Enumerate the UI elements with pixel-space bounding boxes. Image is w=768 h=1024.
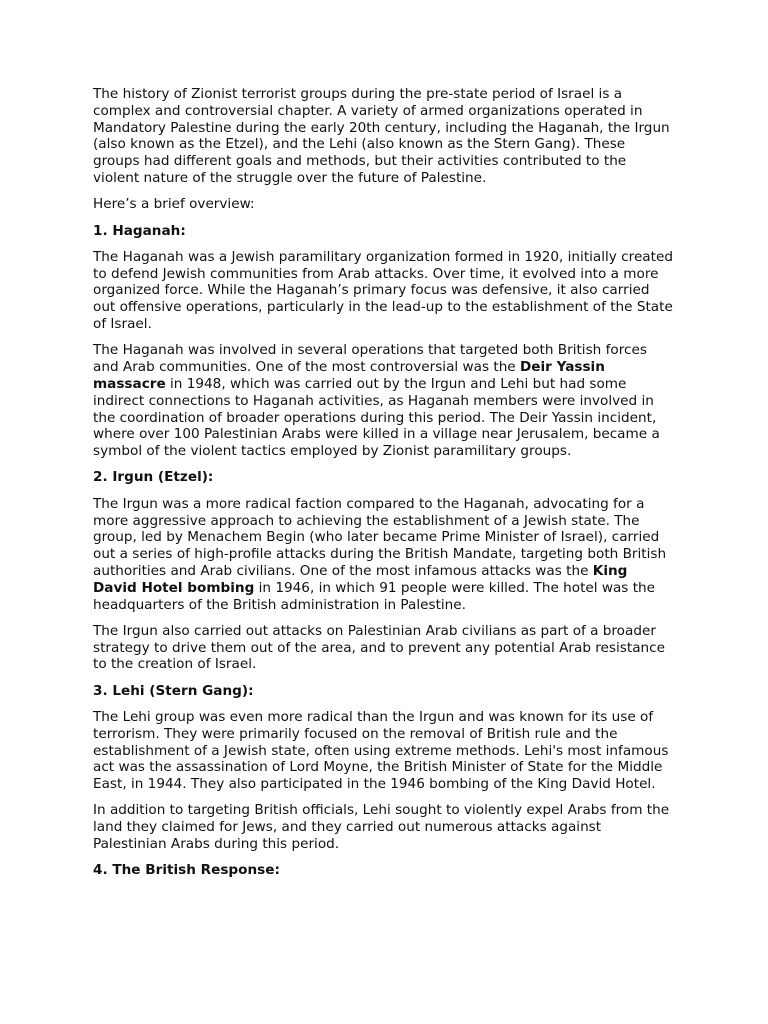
deir-yassin-bold: Deir Yassin massacre xyxy=(93,359,605,392)
section-heading-haganah: 1. Haganah: xyxy=(93,222,186,239)
irgun-paragraph-1 xyxy=(93,496,675,614)
haganah-paragraph-2 xyxy=(93,342,675,460)
haganah-paragraph-1: The Haganah was a Jewish paramilitary organization formed in 1920, initially created to defend Jewish communities from Arab attacks. Over time, it evolved into a more organized force. While the Haganah’s primary focus was defensive, it also carried out offensive operations, particularly in the lead-up to the establishment of the State of Israel. xyxy=(93,248,673,333)
section-heading-lehi: 3. Lehi (Stern Gang): xyxy=(93,682,254,699)
section-heading-british-response: 4. The British Response: xyxy=(93,862,280,879)
irgun-paragraph-2: The Irgun also carried out attacks on Palestinian Arab civilians as part of a broader strategy to drive them out of the area, and to prevent any potential Arab resistance to the creation of Israel. xyxy=(93,622,665,673)
section-heading-irgun: 2. Irgun (Etzel): xyxy=(93,469,214,486)
king-david-hotel-bold: King David Hotel bombing xyxy=(93,562,628,596)
intro-paragraph: The history of Zionist terrorist groups during the pre-state period of Israel is a complex and controversial chapter. A variety of armed organizations operated in Mandatory Palestine during the early 20th century, including the Haganah, the Irgun (also known as the Etzel), and the Lehi (also known as the Stern Gang). These groups had different goals and methods, but their activities contributed to the violent nature of the struggle over the future of Palestine. xyxy=(93,86,670,186)
lehi-paragraph-2: In addition to targeting British officials, Lehi sought to violently expel Arabs from the land they claimed for Jews, and they carried out numerous attacks against Palestinian Arabs during this period. xyxy=(93,802,670,853)
overview-line: Here’s a brief overview: xyxy=(93,196,255,213)
haganah-p2-text-before: The Haganah was involved in several operations that targeted both British forces and Arab communities. One of the most controversial was the xyxy=(93,342,647,376)
lehi-paragraph-1: The Lehi group was even more radical than the Irgun and was known for its use of terrorism. They were primarily focused on the removal of British rule and the establishment of a Jewish state, often using extreme methods. Lehi's most infamous act was the assassination of Lord Moyne, the British Minister of State for the Middle East, in 1944. They also participated in the 1946 bombing of the King David Hotel. xyxy=(93,709,669,793)
irgun-p1-text-before: The Irgun was a more radical faction compared to the Haganah, advocating for a more aggressive approach to achieving the establishment of a Jewish state. The group, led by Menachem Begin (who later became Prime Minister of Israel), carried out a series of high-profile attacks during the British Mandate, targeting both British authorities and Arab civilians. One of the most infamous attacks was the xyxy=(93,495,667,579)
haganah-p2-text-after: in 1948, which was carried out by the Irgun and Lehi but had some indirect connections to Haganah activities, as Haganah members were involved in the coordination of broader operations during this period. The Deir Yassin incident, where over 100 Palestinian Arabs were killed in a village near Jerusalem, became a symbol of the violent tactics employed by Zionist paramilitary groups. xyxy=(93,375,660,460)
irgun-p1-text-after: in 1946, in which 91 people were killed. The hotel was the headquarters of the British administration in Palestine. xyxy=(93,579,656,613)
